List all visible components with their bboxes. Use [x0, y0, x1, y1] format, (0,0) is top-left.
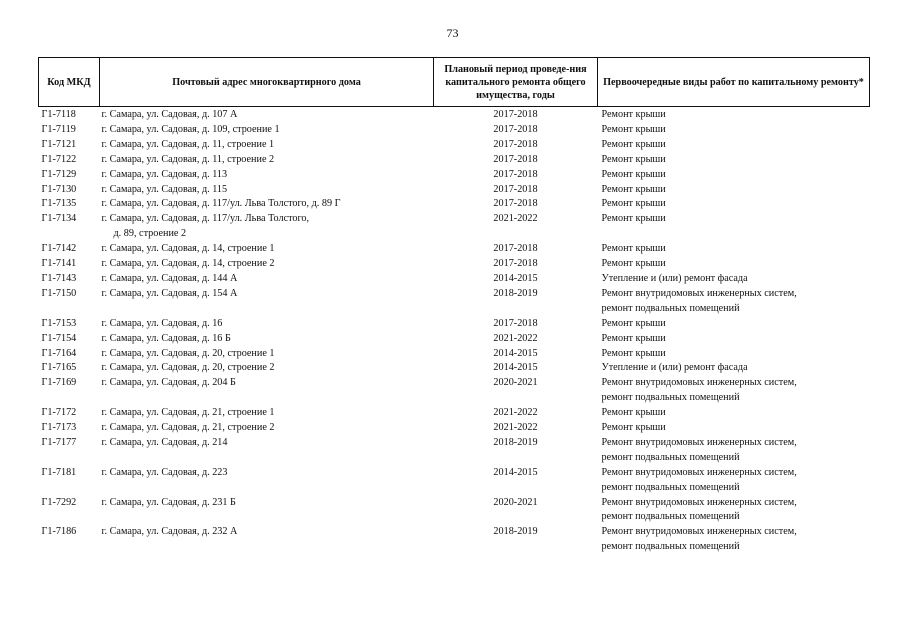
works-cell — [598, 257, 870, 272]
works-cell — [598, 123, 870, 138]
works-line: Ремонт крыши — [601, 407, 666, 419]
works-line: Ремонт крыши — [601, 213, 666, 225]
address-line: д. 89, строение 2 — [113, 228, 187, 240]
works-cell — [598, 287, 870, 317]
works-line: Ремонт крыши — [601, 109, 666, 120]
address-cell — [100, 212, 434, 242]
address-cell — [100, 361, 434, 376]
table-row — [39, 525, 870, 555]
address-cell — [100, 436, 434, 466]
mkd-code-cell: Г1-7173 — [41, 422, 77, 434]
works-cell — [598, 168, 870, 183]
address-line: г. Самара, ул. Садовая, д. 21, строение 2 — [101, 422, 275, 434]
address-line: г. Самара, ул. Садовая, д. 109, строение 1 — [101, 123, 280, 135]
table-row — [39, 153, 870, 168]
capital-repair-table — [38, 57, 870, 555]
page-number: 73 — [446, 26, 459, 40]
works-cell — [598, 421, 870, 436]
works-line: Ремонт крыши — [601, 168, 666, 180]
period-cell: 2021-2022 — [493, 213, 538, 225]
mkd-code-cell: Г1-7153 — [41, 317, 77, 329]
table-row — [39, 376, 870, 406]
period-cell: 2014-2015 — [493, 466, 538, 478]
address-line: г. Самара, ул. Садовая, д. 11, строение 2 — [101, 153, 275, 165]
period-cell: 2014-2015 — [493, 272, 538, 284]
mkd-code-cell: Г1-7169 — [41, 377, 77, 389]
works-line: Ремонт крыши — [601, 347, 666, 359]
mkd-code-cell: Г1-7164 — [41, 347, 77, 359]
mkd-code-cell: Г1-7165 — [41, 362, 77, 374]
works-cell — [598, 317, 870, 332]
works-line: Утепление и (или) ремонт фасада — [601, 272, 748, 284]
address-line: г. Самара, ул. Садовая, д. 11, строение 1 — [101, 138, 275, 150]
period-cell: 2017-2018 — [493, 109, 538, 120]
works-line: Ремонт внутридомовых инженерных систем, — [601, 436, 797, 448]
works-line: ремонт подвальных помещений — [601, 481, 740, 493]
mkd-code-cell: Г1-7143 — [41, 272, 77, 284]
address-line: г. Самара, ул. Садовая, д. 214 — [101, 436, 228, 448]
table-row — [39, 168, 870, 183]
table-row — [39, 421, 870, 436]
works-line: Ремонт крыши — [601, 332, 666, 344]
address-cell — [100, 272, 434, 287]
table-row — [39, 347, 870, 362]
table-row — [39, 138, 870, 153]
table-row — [39, 183, 870, 198]
address-cell — [100, 197, 434, 212]
header-works: Первоочередные виды работ по капитальному ремонту* — [598, 58, 870, 107]
works-cell — [598, 436, 870, 466]
works-cell — [598, 496, 870, 526]
period-cell: 2014-2015 — [493, 362, 538, 374]
header-code: Код МКД — [39, 58, 100, 107]
address-cell — [100, 466, 434, 496]
table-body — [39, 107, 870, 556]
works-line: Ремонт крыши — [601, 153, 666, 165]
period-cell: 2018-2019 — [493, 436, 538, 448]
address-line: г. Самара, ул. Садовая, д. 20, строение 1 — [101, 347, 275, 359]
header-period: Плановый период проведе-ния капитального ремонта общего имущества, годы — [434, 58, 598, 107]
period-cell: 2020-2021 — [493, 377, 538, 389]
table-row — [39, 272, 870, 287]
address-line: г. Самара, ул. Садовая, д. 204 Б — [101, 377, 236, 389]
address-cell — [100, 332, 434, 347]
works-line: ремонт подвальных помещений — [601, 511, 740, 523]
works-line: Ремонт крыши — [601, 258, 666, 270]
table-row — [39, 212, 870, 242]
mkd-code-cell: Г1-7181 — [41, 466, 77, 478]
table-row — [39, 257, 870, 272]
period-cell: 2017-2018 — [493, 168, 538, 180]
works-line: Утепление и (или) ремонт фасада — [601, 362, 748, 374]
period-cell: 2017-2018 — [493, 317, 538, 329]
mkd-code-cell: Г1-7292 — [41, 496, 77, 508]
period-cell: 2017-2018 — [493, 153, 538, 165]
works-cell — [598, 361, 870, 376]
address-line: г. Самара, ул. Садовая, д. 113 — [101, 168, 228, 180]
table-row — [39, 496, 870, 526]
address-line: г. Самара, ул. Садовая, д. 16 Б — [101, 332, 231, 344]
works-line: Ремонт внутридомовых инженерных систем, — [601, 496, 797, 508]
address-cell — [100, 183, 434, 198]
mkd-code-cell: Г1-7142 — [41, 243, 77, 255]
table-row — [39, 287, 870, 317]
table-row — [39, 466, 870, 496]
mkd-code-cell: Г1-7130 — [41, 183, 77, 195]
mkd-code-cell: Г1-7141 — [41, 258, 77, 270]
works-line: Ремонт внутридомовых инженерных систем, — [601, 466, 797, 478]
works-cell — [598, 138, 870, 153]
mkd-code-cell: Г1-7150 — [41, 287, 77, 299]
address-cell — [100, 168, 434, 183]
table-header-row — [39, 58, 870, 107]
works-cell — [598, 347, 870, 362]
mkd-code-cell: Г1-7135 — [41, 198, 77, 210]
address-cell — [100, 138, 434, 153]
period-cell: 2020-2021 — [493, 496, 538, 508]
period-cell: 2017-2018 — [493, 138, 538, 150]
mkd-code-cell: Г1-7134 — [41, 213, 77, 225]
works-line: Ремонт внутридомовых инженерных систем, — [601, 377, 797, 389]
period-cell: 2017-2018 — [493, 243, 538, 255]
address-cell — [100, 347, 434, 362]
table-row — [39, 197, 870, 212]
works-line: Ремонт крыши — [601, 138, 666, 150]
period-cell: 2017-2018 — [493, 183, 538, 195]
works-cell — [598, 272, 870, 287]
table-row — [39, 123, 870, 138]
period-cell: 2017-2018 — [493, 198, 538, 210]
works-cell — [598, 183, 870, 198]
works-line: ремонт подвальных помещений — [601, 451, 740, 463]
address-line: г. Самара, ул. Садовая, д. 144 А — [101, 272, 238, 284]
address-line: г. Самара, ул. Садовая, д. 20, строение 2 — [101, 362, 275, 374]
address-line: г. Самара, ул. Садовая, д. 16 — [101, 317, 223, 329]
address-line: г. Самара, ул. Садовая, д. 21, строение 1 — [101, 407, 275, 419]
period-cell: 2014-2015 — [493, 347, 538, 359]
period-cell: 2018-2019 — [493, 287, 538, 299]
address-line: г. Самара, ул. Садовая, д. 232 А — [101, 526, 238, 538]
table-row — [39, 107, 870, 123]
table-row — [39, 242, 870, 257]
period-cell: 2017-2018 — [493, 123, 538, 135]
works-cell — [598, 332, 870, 347]
address-cell — [100, 242, 434, 257]
address-cell — [100, 406, 434, 421]
address-line: г. Самара, ул. Садовая, д. 14, строение 1 — [101, 243, 275, 255]
period-cell: 2018-2019 — [493, 526, 538, 538]
works-line: Ремонт крыши — [601, 183, 666, 195]
mkd-code-cell: Г1-7186 — [41, 526, 77, 538]
mkd-code-cell: Г1-7154 — [41, 332, 77, 344]
mkd-code-cell: Г1-7172 — [41, 407, 77, 419]
address-line: г. Самара, ул. Садовая, д. 223 — [101, 466, 228, 478]
mkd-code-cell: Г1-7129 — [41, 168, 77, 180]
works-cell — [598, 466, 870, 496]
address-line: г. Самара, ул. Садовая, д. 154 А — [101, 287, 238, 299]
table-row — [39, 436, 870, 466]
works-line: Ремонт крыши — [601, 243, 666, 255]
works-cell — [598, 376, 870, 406]
period-cell: 2021-2022 — [493, 407, 538, 419]
mkd-code-cell: Г1-7119 — [41, 123, 76, 135]
works-line: ремонт подвальных помещений — [601, 392, 740, 404]
works-line: Ремонт внутридомовых инженерных систем, — [601, 526, 797, 538]
address-cell — [100, 525, 434, 555]
address-cell — [100, 317, 434, 332]
works-cell — [598, 242, 870, 257]
works-cell — [598, 406, 870, 421]
works-line: Ремонт крыши — [601, 123, 666, 135]
period-cell: 2017-2018 — [493, 258, 538, 270]
works-cell — [598, 525, 870, 555]
works-line: Ремонт крыши — [601, 422, 666, 434]
table-row — [39, 406, 870, 421]
works-line: Ремонт крыши — [601, 317, 666, 329]
works-line: ремонт подвальных помещений — [601, 541, 740, 553]
address-cell — [100, 421, 434, 436]
works-line: Ремонт крыши — [601, 198, 666, 210]
works-cell — [598, 212, 870, 242]
address-line: г. Самара, ул. Садовая, д. 231 Б — [101, 496, 236, 508]
address-cell — [100, 496, 434, 526]
address-line: г. Самара, ул. Садовая, д. 14, строение 2 — [101, 258, 275, 270]
header-address: Почтовый адрес многоквартирного дома — [100, 58, 434, 107]
works-cell — [598, 153, 870, 168]
table-row — [39, 332, 870, 347]
works-cell — [598, 107, 870, 123]
mkd-code-cell: Г1-7177 — [41, 436, 77, 448]
table-row — [39, 361, 870, 376]
works-cell — [598, 197, 870, 212]
address-cell — [100, 123, 434, 138]
address-cell — [100, 257, 434, 272]
address-cell — [100, 107, 434, 123]
period-cell: 2021-2022 — [493, 332, 538, 344]
address-line: г. Самара, ул. Садовая, д. 115 — [101, 183, 228, 195]
address-line: г. Самара, ул. Садовая, д. 107 А — [101, 109, 238, 120]
address-cell — [100, 376, 434, 406]
period-cell: 2021-2022 — [493, 422, 538, 434]
table-row — [39, 317, 870, 332]
address-cell — [100, 153, 434, 168]
works-line: Ремонт внутридомовых инженерных систем, — [601, 287, 797, 299]
mkd-code-cell: Г1-7121 — [41, 138, 77, 150]
mkd-code-cell: Г1-7122 — [41, 153, 77, 165]
address-line: г. Самара, ул. Садовая, д. 117/ул. Льва Толстого, д. 89 Г — [101, 198, 341, 210]
address-cell — [100, 287, 434, 317]
works-line: ремонт подвальных помещений — [601, 302, 740, 314]
mkd-code-cell: Г1-7118 — [41, 109, 76, 120]
address-line: г. Самара, ул. Садовая, д. 117/ул. Льва Толстого, — [101, 213, 310, 225]
